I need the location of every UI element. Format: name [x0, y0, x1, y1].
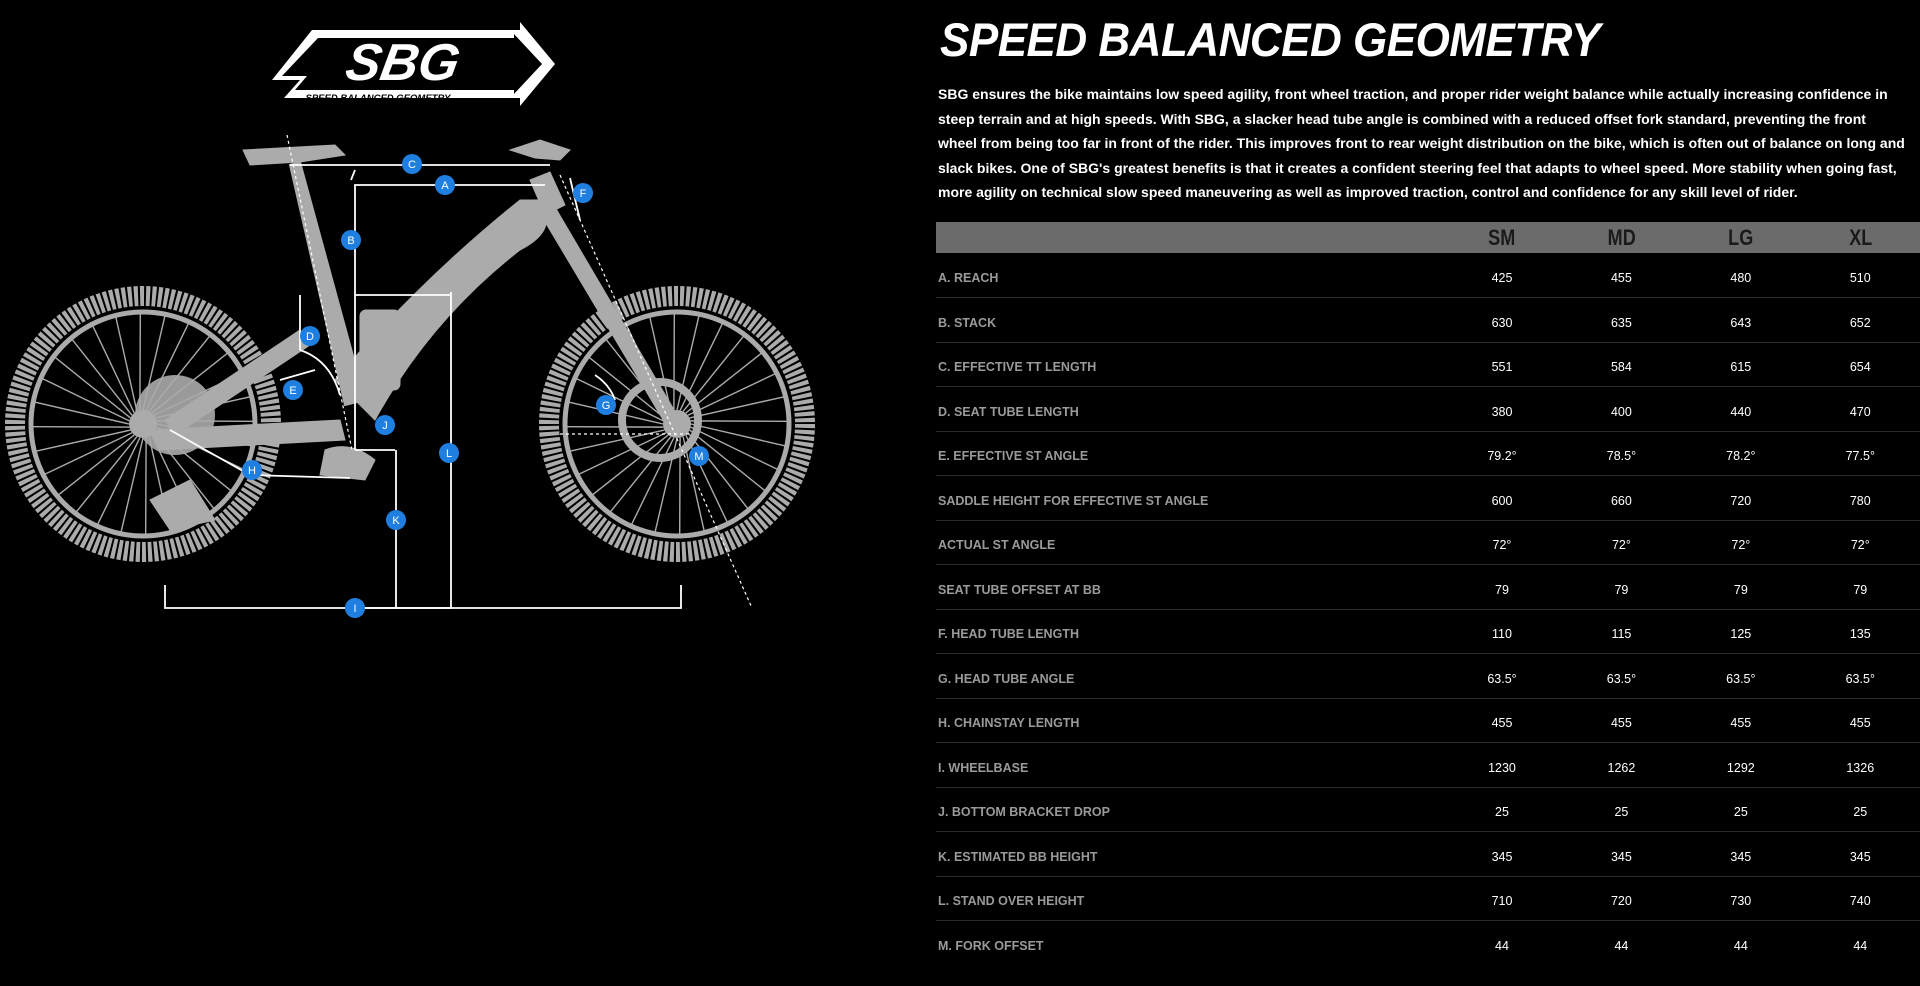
cell-value: 79	[1442, 565, 1561, 610]
svg-text:M: M	[694, 451, 703, 463]
cell-value: 63.5°	[1562, 654, 1681, 699]
table-row	[936, 609, 1920, 654]
cell-value: 79	[1562, 565, 1681, 610]
cell-value: 63.5°	[1681, 654, 1800, 699]
svg-text:K: K	[392, 515, 400, 527]
row-label: J. BOTTOM BRACKET DROP	[936, 787, 1442, 832]
page-title: SPEED BALANCED GEOMETRY	[940, 14, 1600, 68]
cell-value: 79	[1801, 565, 1920, 610]
geometry-info-panel	[936, 0, 1920, 981]
badge-h-icon	[242, 460, 262, 480]
cell-value: 345	[1801, 832, 1920, 877]
cell-value: 44	[1442, 921, 1561, 966]
cell-value: 1262	[1562, 743, 1681, 788]
cell-value: 652	[1801, 298, 1920, 343]
badge-b-icon	[341, 230, 361, 250]
geometry-table	[936, 222, 1920, 965]
cell-value: 635	[1562, 298, 1681, 343]
sbg-logo	[272, 22, 555, 106]
table-row	[936, 520, 1920, 565]
cell-value: 630	[1442, 298, 1561, 343]
cell-value: 79.2°	[1442, 431, 1561, 476]
size-header-lg: LG	[1692, 222, 1790, 253]
svg-text:J: J	[382, 420, 388, 432]
cell-value: 720	[1681, 476, 1800, 521]
table-row	[936, 698, 1920, 743]
cell-value: 455	[1562, 253, 1681, 298]
table-row	[936, 921, 1920, 966]
size-header-md: MD	[1572, 222, 1670, 253]
cell-value: 780	[1801, 476, 1920, 521]
size-header-xl: XL	[1811, 222, 1909, 253]
row-label: F. HEAD TUBE LENGTH	[936, 609, 1442, 654]
geometry-diagram	[0, 0, 936, 981]
header-label-cell	[982, 222, 1397, 253]
cell-value: 615	[1681, 342, 1800, 387]
cell-value: 44	[1681, 921, 1800, 966]
cell-value: 480	[1681, 253, 1800, 298]
svg-text:E: E	[289, 385, 296, 397]
row-label: I. WHEELBASE	[936, 743, 1442, 788]
cell-value: 600	[1442, 476, 1561, 521]
rear-wheel	[15, 296, 271, 552]
row-label: B. STACK	[936, 298, 1442, 343]
cell-value: 115	[1562, 609, 1681, 654]
table-row	[936, 387, 1920, 432]
cell-value: 72°	[1442, 520, 1561, 565]
cell-value: 79	[1681, 565, 1800, 610]
svg-text:L: L	[446, 448, 452, 460]
cell-value: 470	[1801, 387, 1920, 432]
cell-value: 455	[1442, 698, 1561, 743]
cell-value: 551	[1442, 342, 1561, 387]
table-row	[936, 787, 1920, 832]
cell-value: 720	[1562, 876, 1681, 921]
cell-value: 25	[1562, 787, 1681, 832]
table-row	[936, 743, 1920, 788]
cell-value: 380	[1442, 387, 1561, 432]
table-row	[936, 565, 1920, 610]
cell-value: 584	[1562, 342, 1681, 387]
table-header-row	[936, 222, 1920, 253]
bike-frame	[150, 140, 680, 530]
svg-text:H: H	[248, 465, 256, 477]
cell-value: 643	[1681, 298, 1800, 343]
logo-letters: SBG	[341, 34, 464, 92]
cell-value: 1230	[1442, 743, 1561, 788]
svg-text:F: F	[580, 188, 587, 200]
cell-value: 25	[1801, 787, 1920, 832]
table-row	[936, 298, 1920, 343]
cell-value: 730	[1681, 876, 1800, 921]
cell-value: 654	[1801, 342, 1920, 387]
table-row	[936, 253, 1920, 298]
badge-e-icon	[283, 380, 303, 400]
cell-value: 455	[1681, 698, 1800, 743]
table-row	[936, 876, 1920, 921]
cell-value: 78.2°	[1681, 431, 1800, 476]
cell-value: 660	[1562, 476, 1681, 521]
badge-a-icon	[435, 175, 455, 195]
cell-value: 72°	[1562, 520, 1681, 565]
row-label: SADDLE HEIGHT FOR EFFECTIVE ST ANGLE	[936, 476, 1442, 521]
cell-value: 63.5°	[1442, 654, 1561, 699]
badge-c-icon	[402, 154, 422, 174]
cell-value: 135	[1801, 609, 1920, 654]
table-row	[936, 832, 1920, 877]
badge-m-icon	[689, 446, 709, 466]
badge-k-icon	[386, 510, 406, 530]
table-row	[936, 476, 1920, 521]
cell-value: 72°	[1681, 520, 1800, 565]
row-label: C. EFFECTIVE TT LENGTH	[936, 342, 1442, 387]
cell-value: 72°	[1801, 520, 1920, 565]
size-header-sm: SM	[1453, 222, 1551, 253]
table-row	[936, 431, 1920, 476]
cell-value: 25	[1442, 787, 1561, 832]
row-label: E. EFFECTIVE ST ANGLE	[936, 431, 1442, 476]
sbg-description: SBG ensures the bike maintains low speed agility, front wheel traction, and proper rider weight balance while actually increasing confidence in steep terrain and at high speeds. With SBG, a slacker head tube angle is combined with a reduced offset fork standard, preventing the front wheel from being too far in front of the rider. This improves front to rear weight distribution on the bike, which is often out of balance on long and slack bikes. One of SBG's greatest benefits is that it creates a confident steering feel that adapts to wheel speed. More stability when going fast, more agility on technical slow speed maneuvering as well as improved traction, control and confidence for any skill level of rider.	[938, 82, 1908, 205]
cell-value: 44	[1801, 921, 1920, 966]
cell-value: 345	[1442, 832, 1561, 877]
badge-i-icon	[345, 598, 365, 618]
svg-text:A: A	[441, 180, 449, 192]
cell-value: 400	[1562, 387, 1681, 432]
svg-text:I: I	[353, 603, 356, 615]
badge-f-icon	[573, 183, 593, 203]
cell-value: 78.5°	[1562, 431, 1681, 476]
cell-value: 345	[1681, 832, 1800, 877]
row-label: G. HEAD TUBE ANGLE	[936, 654, 1442, 699]
cell-value: 1292	[1681, 743, 1800, 788]
row-label: A. REACH	[936, 253, 1442, 298]
cell-value: 44	[1562, 921, 1681, 966]
badge-j-icon	[375, 415, 395, 435]
svg-text:C: C	[408, 159, 416, 171]
svg-text:B: B	[347, 235, 354, 247]
badge-g-icon	[596, 395, 616, 415]
badge-l-icon	[439, 443, 459, 463]
row-label: ACTUAL ST ANGLE	[936, 520, 1442, 565]
cell-value: 740	[1801, 876, 1920, 921]
cell-value: 25	[1681, 787, 1800, 832]
cell-value: 77.5°	[1801, 431, 1920, 476]
cell-value: 1326	[1801, 743, 1920, 788]
row-label: L. STAND OVER HEIGHT	[936, 876, 1442, 921]
row-label: SEAT TUBE OFFSET AT BB	[936, 565, 1442, 610]
cell-value: 455	[1801, 698, 1920, 743]
cell-value: 455	[1562, 698, 1681, 743]
table-row	[936, 342, 1920, 387]
logo-tagline: SPEED BALANCED GEOMETRY	[306, 93, 453, 104]
cell-value: 710	[1442, 876, 1561, 921]
cell-value: 345	[1562, 832, 1681, 877]
cell-value: 440	[1681, 387, 1800, 432]
cell-value: 425	[1442, 253, 1561, 298]
svg-text:G: G	[602, 400, 611, 412]
front-wheel	[549, 296, 805, 552]
cell-value: 110	[1442, 609, 1561, 654]
row-label: H. CHAINSTAY LENGTH	[936, 698, 1442, 743]
svg-text:D: D	[306, 331, 314, 343]
table-row	[936, 654, 1920, 699]
row-label: D. SEAT TUBE LENGTH	[936, 387, 1442, 432]
badge-d-icon	[300, 326, 320, 346]
cell-value: 63.5°	[1801, 654, 1920, 699]
row-label: M. FORK OFFSET	[936, 921, 1442, 966]
cell-value: 125	[1681, 609, 1800, 654]
cell-value: 510	[1801, 253, 1920, 298]
row-label: K. ESTIMATED BB HEIGHT	[936, 832, 1442, 877]
